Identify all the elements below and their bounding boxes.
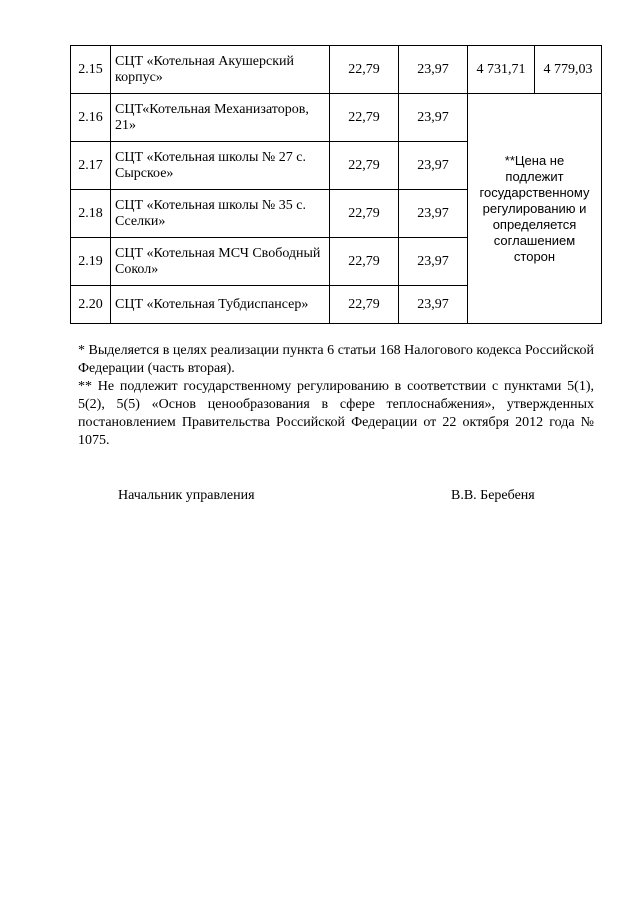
unregulated-price-text: **Цена не подлежит государственному регулированию и определяется соглашением сторон [479, 152, 590, 264]
tariff-value-1: 22,79 [330, 238, 399, 286]
heat-source-name: СЦТ«Котельная Механизаторов, 21» [111, 94, 330, 142]
table-row [71, 46, 602, 94]
price-value-2: 4 779,03 [535, 46, 602, 94]
heat-source-name: СЦТ «Котельная школы № 35 с. Сселки» [111, 190, 330, 238]
tariff-value-2: 23,97 [399, 190, 468, 238]
heat-source-name: СЦТ «Котельная Акушерский корпус» [111, 46, 330, 94]
tariff-value-2: 23,97 [399, 238, 468, 286]
row-number: 2.15 [71, 46, 111, 94]
tariff-value-2: 23,97 [399, 142, 468, 190]
row-number: 2.18 [71, 190, 111, 238]
row-number: 2.20 [71, 286, 111, 324]
tariff-value-2: 23,97 [399, 286, 468, 324]
tariff-value-1: 22,79 [330, 190, 399, 238]
tariff-value-2: 23,97 [399, 46, 468, 94]
footnotes [78, 342, 594, 450]
heat-source-name: СЦТ «Котельная школы № 27 с. Сырское» [111, 142, 330, 190]
signatory-name: В.В. Беребеня [451, 488, 535, 503]
tariff-table [70, 45, 602, 324]
footnote-unregulated: ** Не подлежит государственному регулированию в соответствии с пунктами 5(1), 5(2), 5(5) «Основ ценообразования в сфере теплоснабжения», утвержденных постановлением Правительства Российской Федерации от 22 октября 2012 года № 1075. [78, 379, 594, 448]
row-number: 2.17 [71, 142, 111, 190]
tariff-value-1: 22,79 [330, 94, 399, 142]
tariff-value-1: 22,79 [330, 286, 399, 324]
tariff-value-1: 22,79 [330, 46, 399, 94]
signatory-position: Начальник управления [118, 488, 255, 503]
tariff-value-2: 23,97 [399, 94, 468, 142]
unregulated-price-note [468, 94, 602, 324]
heat-source-name: СЦТ «Котельная МСЧ Свободный Сокол» [111, 238, 330, 286]
tariff-value-1: 22,79 [330, 142, 399, 190]
price-value-1: 4 731,71 [468, 46, 535, 94]
footnote-vat: * Выделяется в целях реализации пункта 6 статьи 168 Налогового кодекса Российской Федерации (часть вторая). [78, 343, 594, 376]
row-number: 2.16 [71, 94, 111, 142]
row-number: 2.19 [71, 238, 111, 286]
table-row [71, 94, 602, 142]
heat-source-name: СЦТ «Котельная Тубдиспансер» [111, 286, 330, 324]
